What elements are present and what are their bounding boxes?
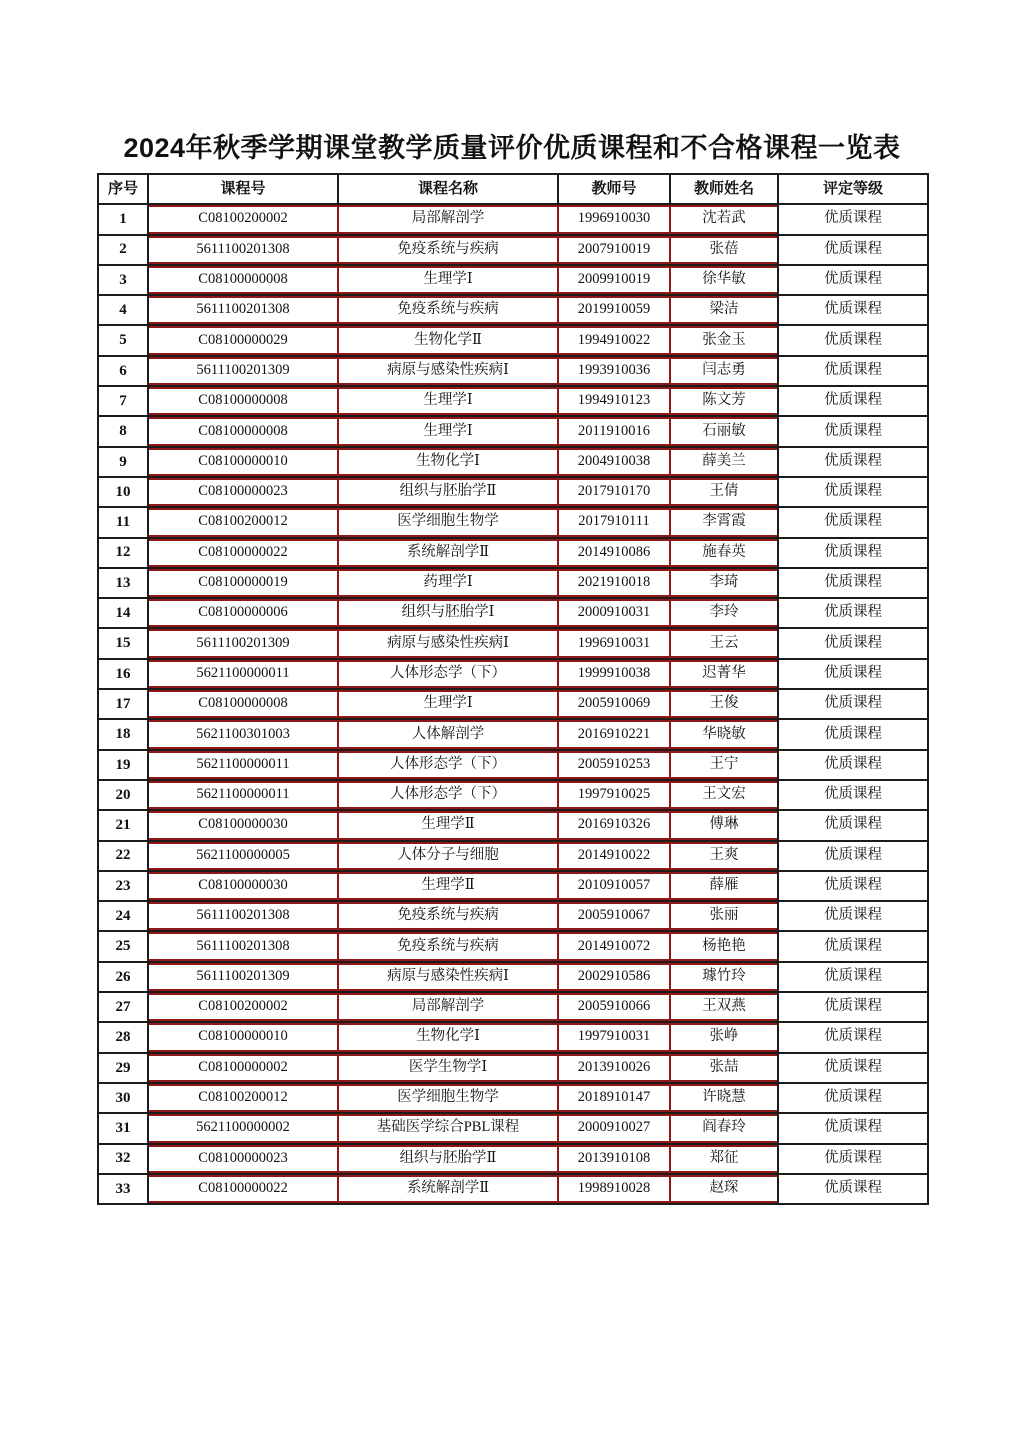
cell-index: 9 — [98, 447, 148, 477]
cell-teacher-id: 1996910031 — [558, 628, 670, 658]
cell-teacher-id: 2013910108 — [558, 1144, 670, 1174]
cell-course-name: 生理学Ⅱ — [338, 810, 558, 840]
cell-teacher-id: 2018910147 — [558, 1083, 670, 1113]
cell-grade: 优质课程 — [778, 447, 928, 477]
cell-teacher-id: 2016910221 — [558, 719, 670, 749]
cell-index: 13 — [98, 568, 148, 598]
cell-teacher-id: 1994910123 — [558, 386, 670, 416]
cell-course-id: C08100000008 — [148, 416, 338, 446]
cell-index: 10 — [98, 477, 148, 507]
cell-teacher-name: 张喆 — [670, 1053, 778, 1083]
table-row — [98, 265, 928, 295]
cell-index: 33 — [98, 1174, 148, 1204]
cell-grade: 优质课程 — [778, 871, 928, 901]
cell-course-name: 病原与感染性疾病Ⅰ — [338, 356, 558, 386]
cell-teacher-name: 赵琛 — [670, 1174, 778, 1204]
cell-teacher-name: 沈若武 — [670, 204, 778, 234]
column-header-teacher-name: 教师姓名 — [670, 174, 778, 204]
cell-teacher-name: 闫志勇 — [670, 356, 778, 386]
cell-course-id: 5611100201308 — [148, 901, 338, 931]
table-row — [98, 750, 928, 780]
cell-grade: 优质课程 — [778, 235, 928, 265]
cell-course-id: 5611100201308 — [148, 295, 338, 325]
table-row — [98, 386, 928, 416]
column-header-index: 序号 — [98, 174, 148, 204]
table-row — [98, 1022, 928, 1052]
cell-grade: 优质课程 — [778, 325, 928, 355]
cell-teacher-name: 李玲 — [670, 598, 778, 628]
table-row — [98, 295, 928, 325]
cell-teacher-name: 张金玉 — [670, 325, 778, 355]
cell-course-name: 免疫系统与疾病 — [338, 235, 558, 265]
cell-index: 6 — [98, 356, 148, 386]
cell-teacher-id: 1997910031 — [558, 1022, 670, 1052]
table-row — [98, 810, 928, 840]
cell-teacher-name: 王宁 — [670, 750, 778, 780]
cell-teacher-id: 2009910019 — [558, 265, 670, 295]
cell-teacher-name: 华晓敏 — [670, 719, 778, 749]
cell-teacher-name: 许晓慧 — [670, 1083, 778, 1113]
cell-grade: 优质课程 — [778, 356, 928, 386]
cell-teacher-name: 石丽敏 — [670, 416, 778, 446]
cell-index: 2 — [98, 235, 148, 265]
table-row — [98, 204, 928, 234]
table-row — [98, 719, 928, 749]
cell-index: 31 — [98, 1113, 148, 1143]
cell-teacher-id: 2007910019 — [558, 235, 670, 265]
table-row — [98, 931, 928, 961]
cell-index: 29 — [98, 1053, 148, 1083]
cell-teacher-name: 陈文芳 — [670, 386, 778, 416]
table-row — [98, 235, 928, 265]
cell-index: 15 — [98, 628, 148, 658]
cell-grade: 优质课程 — [778, 992, 928, 1022]
cell-course-name: 人体分子与细胞 — [338, 841, 558, 871]
cell-course-id: 5621100000005 — [148, 841, 338, 871]
cell-course-name: 系统解剖学Ⅱ — [338, 538, 558, 568]
cell-index: 17 — [98, 689, 148, 719]
cell-teacher-id: 1994910022 — [558, 325, 670, 355]
cell-teacher-id: 2000910031 — [558, 598, 670, 628]
cell-index: 14 — [98, 598, 148, 628]
cell-teacher-name: 王俊 — [670, 689, 778, 719]
cell-course-name: 生物化学Ⅰ — [338, 1022, 558, 1052]
cell-course-name: 组织与胚胎学Ⅰ — [338, 598, 558, 628]
table-row — [98, 1144, 928, 1174]
cell-grade: 优质课程 — [778, 810, 928, 840]
table-row — [98, 1174, 928, 1204]
cell-grade: 优质课程 — [778, 659, 928, 689]
cell-teacher-id: 1997910025 — [558, 780, 670, 810]
cell-grade: 优质课程 — [778, 416, 928, 446]
cell-index: 30 — [98, 1083, 148, 1113]
cell-teacher-id: 2005910253 — [558, 750, 670, 780]
cell-course-id: C08100000023 — [148, 1144, 338, 1174]
cell-course-name: 人体解剖学 — [338, 719, 558, 749]
cell-teacher-name: 梁洁 — [670, 295, 778, 325]
cell-course-name: 药理学Ⅰ — [338, 568, 558, 598]
cell-index: 8 — [98, 416, 148, 446]
cell-course-name: 局部解剖学 — [338, 204, 558, 234]
cell-course-name: 组织与胚胎学Ⅱ — [338, 477, 558, 507]
cell-course-id: C08100000022 — [148, 1174, 338, 1204]
cell-teacher-id: 2002910586 — [558, 962, 670, 992]
cell-teacher-id: 2019910059 — [558, 295, 670, 325]
cell-course-id: 5611100201309 — [148, 628, 338, 658]
cell-course-name: 病原与感染性疾病Ⅰ — [338, 628, 558, 658]
cell-index: 1 — [98, 204, 148, 234]
cell-course-id: C08100000030 — [148, 871, 338, 901]
table-row — [98, 962, 928, 992]
table-row — [98, 659, 928, 689]
cell-course-name: 局部解剖学 — [338, 992, 558, 1022]
cell-teacher-name: 薛美兰 — [670, 447, 778, 477]
cell-course-id: C08100000002 — [148, 1053, 338, 1083]
cell-course-id: C08100000019 — [148, 568, 338, 598]
cell-teacher-name: 王双燕 — [670, 992, 778, 1022]
cell-course-id: C08100000010 — [148, 1022, 338, 1052]
cell-teacher-name: 王倩 — [670, 477, 778, 507]
cell-teacher-id: 2005910069 — [558, 689, 670, 719]
cell-index: 7 — [98, 386, 148, 416]
cell-teacher-name: 王文宏 — [670, 780, 778, 810]
cell-teacher-name: 傅琳 — [670, 810, 778, 840]
table-row — [98, 628, 928, 658]
cell-course-id: 5621100000011 — [148, 780, 338, 810]
cell-course-name: 基础医学综合PBL课程 — [338, 1113, 558, 1143]
cell-grade: 优质课程 — [778, 689, 928, 719]
cell-teacher-name: 郑征 — [670, 1144, 778, 1174]
table-row — [98, 325, 928, 355]
cell-course-name: 病原与感染性疾病Ⅰ — [338, 962, 558, 992]
cell-index: 5 — [98, 325, 148, 355]
cell-course-name: 医学细胞生物学 — [338, 1083, 558, 1113]
cell-index: 23 — [98, 871, 148, 901]
cell-teacher-id: 2004910038 — [558, 447, 670, 477]
cell-course-name: 医学生物学Ⅰ — [338, 1053, 558, 1083]
column-header-teacher-id: 教师号 — [558, 174, 670, 204]
cell-index: 21 — [98, 810, 148, 840]
cell-course-name: 系统解剖学Ⅱ — [338, 1174, 558, 1204]
cell-course-id: 5621100000002 — [148, 1113, 338, 1143]
table-row — [98, 416, 928, 446]
cell-course-id: C08100000010 — [148, 447, 338, 477]
cell-course-id: C08100000022 — [148, 538, 338, 568]
cell-index: 16 — [98, 659, 148, 689]
cell-grade: 优质课程 — [778, 1113, 928, 1143]
table-row — [98, 447, 928, 477]
cell-teacher-name: 张蓓 — [670, 235, 778, 265]
cell-course-name: 人体形态学（下） — [338, 780, 558, 810]
table-row — [98, 689, 928, 719]
table-row — [98, 568, 928, 598]
cell-grade: 优质课程 — [778, 204, 928, 234]
cell-grade: 优质课程 — [778, 538, 928, 568]
cell-teacher-id: 2014910086 — [558, 538, 670, 568]
cell-index: 24 — [98, 901, 148, 931]
cell-index: 18 — [98, 719, 148, 749]
cell-index: 12 — [98, 538, 148, 568]
cell-grade: 优质课程 — [778, 386, 928, 416]
cell-grade: 优质课程 — [778, 477, 928, 507]
table-row — [98, 356, 928, 386]
cell-grade: 优质课程 — [778, 1083, 928, 1113]
cell-course-id: 5621100301003 — [148, 719, 338, 749]
table-row — [98, 507, 928, 537]
cell-course-name: 生物化学Ⅰ — [338, 447, 558, 477]
cell-course-id: C08100200002 — [148, 992, 338, 1022]
cell-teacher-id: 2000910027 — [558, 1113, 670, 1143]
cell-course-id: 5611100201308 — [148, 235, 338, 265]
cell-course-id: C08100000008 — [148, 265, 338, 295]
cell-teacher-name: 王云 — [670, 628, 778, 658]
cell-grade: 优质课程 — [778, 931, 928, 961]
cell-grade: 优质课程 — [778, 1174, 928, 1204]
table-row — [98, 598, 928, 628]
cell-grade: 优质课程 — [778, 265, 928, 295]
cell-grade: 优质课程 — [778, 1053, 928, 1083]
cell-course-name: 组织与胚胎学Ⅱ — [338, 1144, 558, 1174]
cell-course-id: 5611100201309 — [148, 356, 338, 386]
cell-teacher-id: 1998910028 — [558, 1174, 670, 1204]
cell-teacher-name: 王爽 — [670, 841, 778, 871]
cell-index: 19 — [98, 750, 148, 780]
cell-course-name: 生物化学Ⅱ — [338, 325, 558, 355]
cell-grade: 优质课程 — [778, 901, 928, 931]
cell-grade: 优质课程 — [778, 780, 928, 810]
cell-course-id: C08100000023 — [148, 477, 338, 507]
cell-grade: 优质课程 — [778, 628, 928, 658]
table-row — [98, 871, 928, 901]
cell-course-name: 生理学Ⅰ — [338, 386, 558, 416]
cell-teacher-id: 2014910022 — [558, 841, 670, 871]
table-row — [98, 477, 928, 507]
cell-course-id: C08100000008 — [148, 386, 338, 416]
cell-teacher-name: 李琦 — [670, 568, 778, 598]
cell-course-id: 5621100000011 — [148, 750, 338, 780]
cell-course-id: C08100000008 — [148, 689, 338, 719]
cell-grade: 优质课程 — [778, 841, 928, 871]
cell-teacher-id: 1996910030 — [558, 204, 670, 234]
table-row — [98, 538, 928, 568]
cell-course-name: 生理学Ⅱ — [338, 871, 558, 901]
cell-teacher-id: 2011910016 — [558, 416, 670, 446]
cell-course-id: C08100200012 — [148, 507, 338, 537]
cell-course-name: 医学细胞生物学 — [338, 507, 558, 537]
table-row — [98, 841, 928, 871]
cell-course-name: 生理学Ⅰ — [338, 689, 558, 719]
cell-grade: 优质课程 — [778, 750, 928, 780]
table-row — [98, 1053, 928, 1083]
cell-teacher-name: 薛雁 — [670, 871, 778, 901]
table-row — [98, 1113, 928, 1143]
cell-course-id: 5611100201308 — [148, 931, 338, 961]
cell-grade: 优质课程 — [778, 719, 928, 749]
cell-teacher-id: 2010910057 — [558, 871, 670, 901]
cell-index: 25 — [98, 931, 148, 961]
cell-teacher-id: 2005910067 — [558, 901, 670, 931]
cell-course-id: C08100000029 — [148, 325, 338, 355]
cell-index: 11 — [98, 507, 148, 537]
cell-teacher-name: 李霄霞 — [670, 507, 778, 537]
cell-teacher-id: 2017910170 — [558, 477, 670, 507]
cell-index: 3 — [98, 265, 148, 295]
cell-course-name: 免疫系统与疾病 — [338, 931, 558, 961]
cell-grade: 优质课程 — [778, 962, 928, 992]
cell-index: 22 — [98, 841, 148, 871]
column-header-grade: 评定等级 — [778, 174, 928, 204]
column-header-course-id: 课程号 — [148, 174, 338, 204]
cell-course-id: 5621100000011 — [148, 659, 338, 689]
cell-teacher-name: 张峥 — [670, 1022, 778, 1052]
cell-course-name: 生理学Ⅰ — [338, 416, 558, 446]
cell-course-id: C08100000030 — [148, 810, 338, 840]
cell-index: 20 — [98, 780, 148, 810]
cell-course-name: 生理学Ⅰ — [338, 265, 558, 295]
cell-grade: 优质课程 — [778, 1022, 928, 1052]
cell-index: 32 — [98, 1144, 148, 1174]
cell-course-id: C08100000006 — [148, 598, 338, 628]
cell-course-name: 免疫系统与疾病 — [338, 901, 558, 931]
cell-teacher-id: 1999910038 — [558, 659, 670, 689]
table-row — [98, 780, 928, 810]
cell-index: 27 — [98, 992, 148, 1022]
cell-grade: 优质课程 — [778, 295, 928, 325]
column-header-course-name: 课程名称 — [338, 174, 558, 204]
cell-teacher-name: 迟菁华 — [670, 659, 778, 689]
cell-teacher-id: 2016910326 — [558, 810, 670, 840]
table-row — [98, 1083, 928, 1113]
cell-grade: 优质课程 — [778, 507, 928, 537]
cell-index: 26 — [98, 962, 148, 992]
cell-course-id: C08100200012 — [148, 1083, 338, 1113]
cell-teacher-id: 2017910111 — [558, 507, 670, 537]
cell-grade: 优质课程 — [778, 598, 928, 628]
cell-index: 28 — [98, 1022, 148, 1052]
cell-teacher-id: 2021910018 — [558, 568, 670, 598]
cell-teacher-id: 1993910036 — [558, 356, 670, 386]
cell-grade: 优质课程 — [778, 1144, 928, 1174]
table-body — [98, 204, 928, 1204]
cell-teacher-name: 阎春玲 — [670, 1113, 778, 1143]
cell-course-id: C08100200002 — [148, 204, 338, 234]
cell-course-name: 人体形态学（下） — [338, 659, 558, 689]
table-row — [98, 901, 928, 931]
cell-teacher-name: 张丽 — [670, 901, 778, 931]
cell-teacher-id: 2005910066 — [558, 992, 670, 1022]
cell-teacher-name: 施春英 — [670, 538, 778, 568]
cell-course-id: 5611100201309 — [148, 962, 338, 992]
cell-teacher-name: 璩竹玲 — [670, 962, 778, 992]
cell-teacher-name: 徐华敏 — [670, 265, 778, 295]
table-row — [98, 992, 928, 1022]
cell-teacher-id: 2013910026 — [558, 1053, 670, 1083]
cell-index: 4 — [98, 295, 148, 325]
cell-course-name: 免疫系统与疾病 — [338, 295, 558, 325]
header-row — [98, 174, 928, 204]
course-table — [97, 173, 929, 1205]
cell-teacher-id: 2014910072 — [558, 931, 670, 961]
cell-grade: 优质课程 — [778, 568, 928, 598]
cell-course-name: 人体形态学（下） — [338, 750, 558, 780]
cell-teacher-name: 杨艳艳 — [670, 931, 778, 961]
document-title: 2024年秋季学期课堂教学质量评价优质课程和不合格课程一览表 — [123, 133, 901, 163]
